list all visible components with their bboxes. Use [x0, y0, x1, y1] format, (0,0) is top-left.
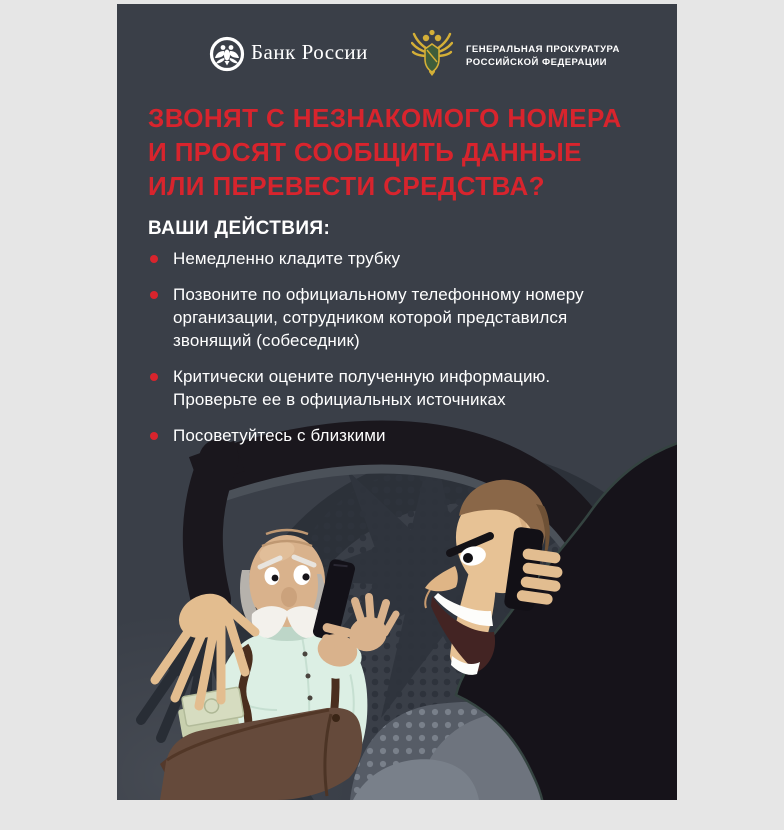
- prosecutor-label-line1: ГЕНЕРАЛЬНАЯ ПРОКУРАТУРА: [466, 44, 620, 55]
- poster-content: [117, 4, 677, 800]
- poster-header: [117, 4, 677, 104]
- action-item: [148, 424, 618, 447]
- action-item-text: Посоветуйтесь с близкими: [173, 426, 386, 445]
- bullet-dot: [150, 373, 158, 381]
- bank-of-russia-logo-icon: [209, 36, 245, 72]
- action-item: [148, 247, 618, 270]
- bullet-dot: [150, 255, 158, 263]
- headline-line3: ИЛИ ПЕРЕВЕСТИ СРЕДСТВА?: [148, 171, 545, 201]
- bullet-dot: [150, 291, 158, 299]
- action-item-text: Критически оцените полученную информацию. Проверьте ее в официальных источниках: [173, 367, 551, 409]
- bank-of-russia-label: Банк России: [251, 40, 368, 64]
- poster-headline: [148, 101, 658, 203]
- action-item-text: Немедленно кладите трубку: [173, 249, 401, 268]
- bullet-dot: [150, 432, 158, 440]
- actions-list: [148, 247, 618, 460]
- actions-title: ВАШИ ДЕЙСТВИЯ:: [148, 218, 331, 239]
- headline-line1: ЗВОНЯТ С НЕЗНАКОМОГО НОМЕРА: [148, 103, 622, 133]
- headline-line2: И ПРОСЯТ СООБЩИТЬ ДАННЫЕ: [148, 137, 582, 167]
- action-item-text: Позвоните по официальному телефонному номеру организации, сотрудником которой представился звонящий (собеседник): [173, 285, 584, 350]
- prosecutor-emblem-icon: [411, 28, 453, 80]
- action-item: [148, 365, 618, 411]
- action-item: [148, 283, 618, 352]
- scam-warning-poster: [117, 4, 677, 800]
- prosecutor-label: [466, 44, 620, 69]
- prosecutor-label-line2: РОССИЙСКОЙ ФЕДЕРАЦИИ: [466, 56, 608, 68]
